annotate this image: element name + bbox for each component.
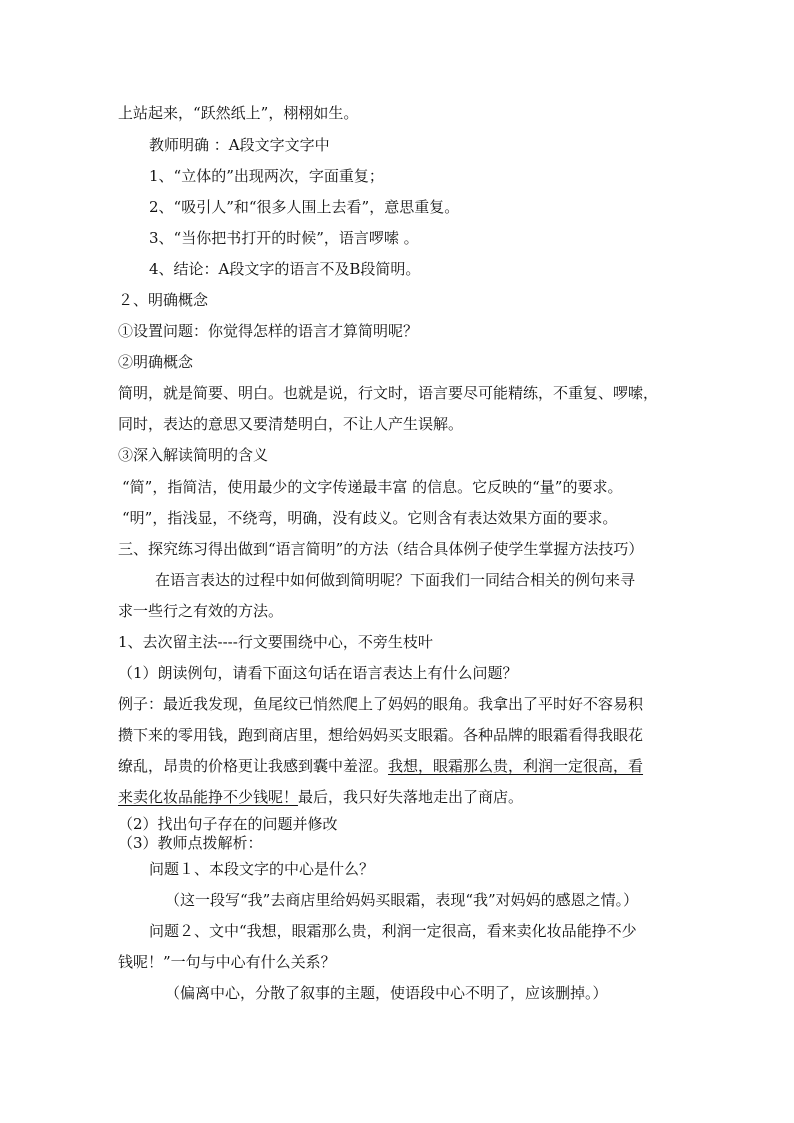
underlined-sentence: 来卖化妆品能挣不少钱呢！ bbox=[118, 788, 299, 806]
list-item: 3、“当你把书打开的时候”，语言啰嗦 。 bbox=[149, 229, 419, 247]
text-line: “明”，指浅显，不绕弯，明确，没有歧义。它则含有表达效果方面的要求。 bbox=[122, 509, 618, 527]
example-text bbox=[118, 756, 678, 776]
text-line: 在语言表达的过程中如何做到简明呢？下面我们一同结合相关的例句来寻 bbox=[155, 571, 636, 589]
text-line: 简明，就是简要、明白。也就是说，行文时，语言要尽可能精练，不重复、啰嗦， bbox=[118, 384, 659, 402]
text-line: 上站起来，“跃然纸上”，栩栩如生。 bbox=[118, 104, 359, 122]
underlined-sentence: 我想，眼霜那么贵，利润一定很高，看 bbox=[388, 757, 644, 775]
text-line: （2）找出句子存在的问题并修改 bbox=[118, 815, 338, 833]
example-text-plain: 缭乱，昂贵的价格更让我感到囊中羞涩。 bbox=[118, 757, 389, 775]
text-line: （1）朗读例句，请看下面这句话在语言表达上有什么问题？ bbox=[118, 664, 518, 682]
list-item: 2、“吸引人”和“很多人围上去看”，意思重复。 bbox=[149, 198, 460, 216]
section-heading: 三、探究练习得出做到“语言简明”的方法（结合具体例子使学生掌握方法技巧） bbox=[118, 540, 644, 558]
section-heading: ２、明确概念 bbox=[118, 291, 209, 309]
text-line: 同时，表达的意思又要清楚明白，不让人产生误解。 bbox=[118, 415, 464, 433]
example-text-plain: 最后，我只好失落地走出了商店。 bbox=[298, 788, 524, 806]
example-text: 例子：最近我发现，鱼尾纹已悄然爬上了妈妈的眼角。我拿出了平时好不容易积 bbox=[118, 695, 644, 713]
subsection-heading: 1、去次留主法----行文要围绕中心，不旁生枝叶 bbox=[118, 633, 433, 651]
text-line: ①设置问题：你觉得怎样的语言才算简明呢？ bbox=[118, 322, 419, 340]
text-line: 教师明确 ：A段文字文字中 bbox=[149, 136, 330, 154]
text-line: ②明确概念 bbox=[118, 353, 194, 371]
example-text bbox=[118, 787, 678, 807]
text-line: ③深入解读简明的含义 bbox=[118, 446, 269, 464]
text-line: （3）教师点拨解析： bbox=[118, 834, 263, 852]
question-line: 钱呢！”一句与中心有什么关系？ bbox=[118, 953, 336, 971]
example-text: 攒下来的零用钱，跑到商店里，想给妈妈买支眼霜。各种品牌的眼霜看得我眼花 bbox=[118, 726, 644, 744]
list-item: 1、“立体的”出现两次，字面重复； bbox=[149, 167, 384, 185]
text-line: “简”，指简洁，使用最少的文字传递最丰富 的信息。它反映的“量”的要求。 bbox=[122, 478, 623, 496]
question-line: 问题２、文中“我想，眼霜那么贵，利润一定很高，看来卖化妆品能挣不少 bbox=[149, 922, 637, 940]
text-line: 求一些行之有效的方法。 bbox=[118, 602, 284, 620]
answer-line: （偏离中心，分散了叙事的主题，使语段中心不明了，应该删掉。） bbox=[165, 984, 608, 1002]
answer-line: （这一段写“我”去商店里给妈妈买眼霜，表现“我”对妈妈的感恩之情。） bbox=[165, 891, 639, 909]
question-line: 问题１、本段文字的中心是什么？ bbox=[149, 860, 375, 878]
list-item: 4、结论：A段文字的语言不及B段简明。 bbox=[149, 260, 421, 278]
